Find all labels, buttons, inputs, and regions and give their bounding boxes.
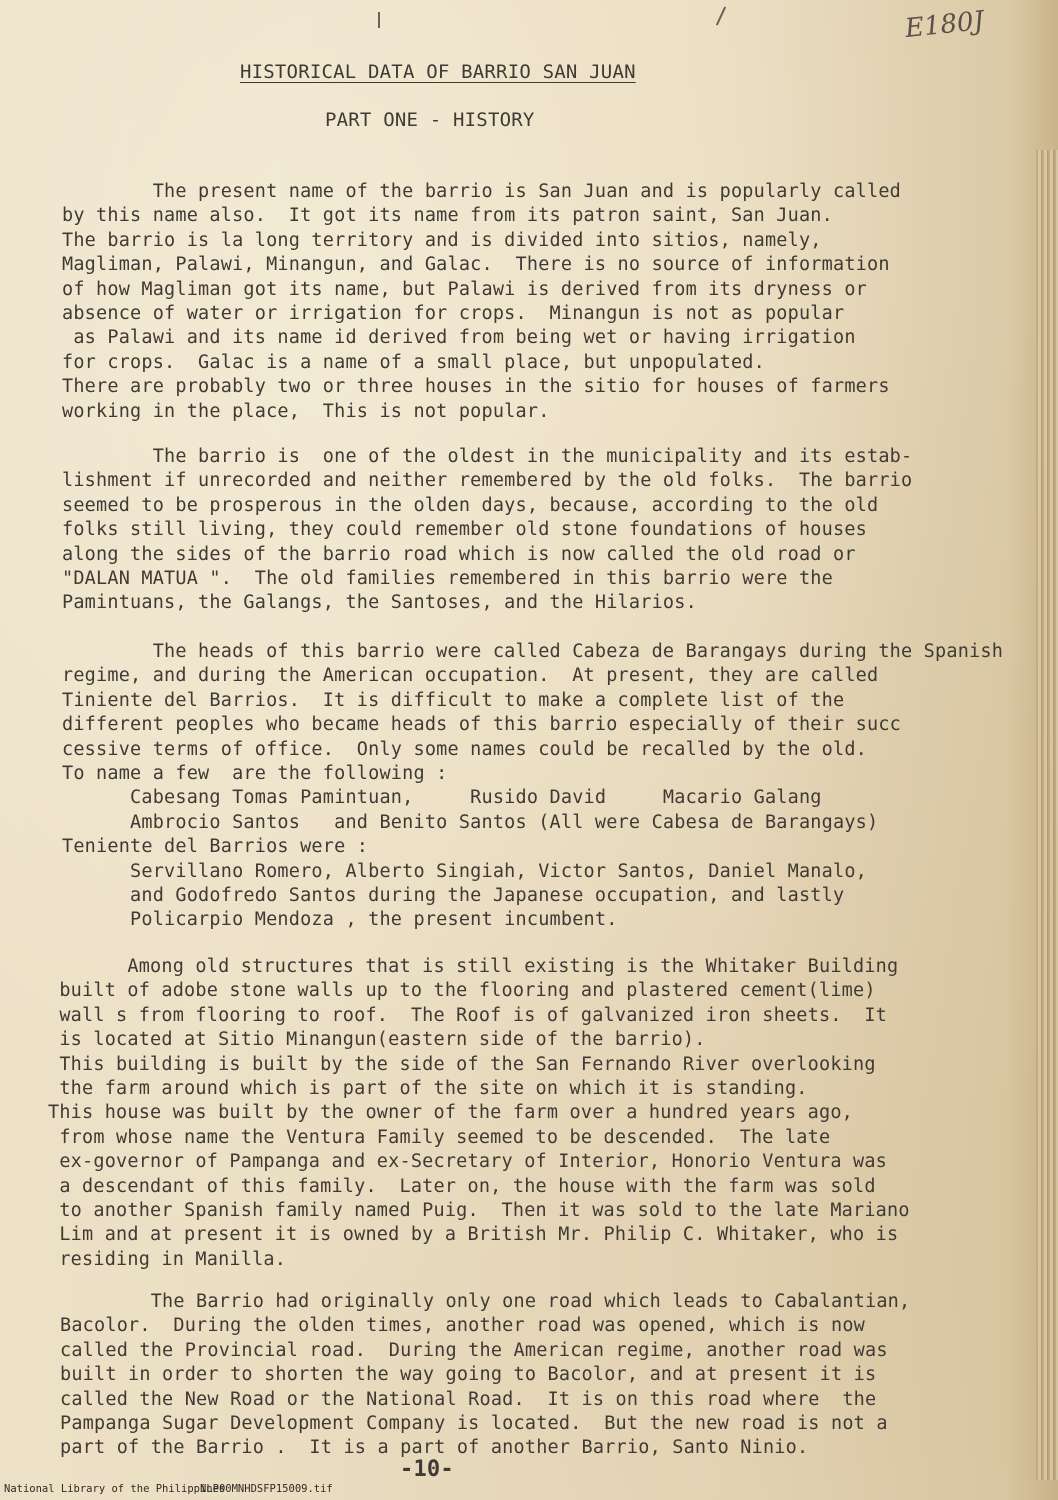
section-heading: PART ONE - HISTORY — [325, 109, 535, 131]
paragraph-barrio-origin: The barrio is one of the oldest in the municipality and its estab- lishment if unrecorded and neither remembered by the old folks. The barrio seemed to be prosperous in the olden days, because, according to the old folks still living, they could remember old stone foundations of houses along the sides of the barrio road which is now called the old road or "DALAN MATUA ". The old families remembered in this barrio were the Pamintuans, the Galangs, the Santoses, and the Hilarios. — [62, 446, 913, 614]
paragraph-roads: The Barrio had originally only one road which leads to Cabalantian, Bacolor. During the olden times, another road was opened, which is now called the Provincial road. During the American regime, another road was built in order to shorten the way going to Bacolor, and at present it is called the New Road or the National Road. It is on this road where the Pampanga Sugar Development Company is located. But the new road is not a part of the Barrio . It is a part of another Barrio, Santo Ninio. — [60, 1291, 911, 1459]
pencil-mark — [378, 12, 380, 28]
paragraph-barrio-heads: The heads of this barrio were called Cabeza de Barangays during the Spanish regime, and during the American occupation. At present, they are called Tiniente del Barrios. It is difficult to make a complete list of the different peoples who became heads of this barrio especially of their succ cessive terms of office. Only some names could be recalled by the old. To name a few are the following : Cabesang Tomas Pamintuan, Rusido David Macario Galang Ambrocio Santos and Benito Santos (All were Cabesa de Barangays) Teniente del Barrios were : Servillano Romero, Alberto Singiah, Victor Santos, Daniel Manalo, and Godofredo Santos during the Japanese occupation, and lastly Policarpio Mendoza , the present incumbent. — [62, 641, 1004, 931]
paragraph-old-structures: Among old structures that is still existing is the Whitaker Building built of adobe stone walls up to the flooring and plastered cement(lime) wall s from flooring to roof. The Roof is of galvanized iron sheets. It is located at Sitio Minangun(eastern side of the barrio). This building is built by the side of the San Fernando River overlooking the farm around which is part of the site on which it is standing. This house was built by the owner of the farm over a hundred years ago, from whose name the Ventura Family seemed to be descended. The late ex-governor of Pampanga and ex-Secretary of Interior, Honorio Ventura was a descendant of this family. Later on, the house with the farm was sold to another Spanish family named Puig. Then it was sold to the late Mariano Lim and at present it is owned by a British Mr. Philip C. Whitaker, who is residing in Manilla. — [48, 956, 910, 1270]
pencil-mark — [716, 7, 726, 26]
paragraph-barrio-name: The present name of the barrio is San Juan and is popularly called by this name also. It got its name from its patron saint, San Juan. The barrio is la long territory and is divided into sitios, namely, Magliman, Palawi, Minangun, and Galac. There is no source of information of how Magliman got its name, but Palawi is derived from its dryness or absence of water or irrigation for crops. Minangun is not as popular as Palawi and its name id derived from being wet or having irrigation for crops. Galac is a name of a small place, but unpopulated. There are probably two or three houses in the sitio for houses of farmers working in the place, This is not popular. — [62, 181, 902, 422]
document-title: HISTORICAL DATA OF BARRIO SAN JUAN — [240, 61, 636, 83]
library-footer: National Library of the Philippines — [4, 1483, 226, 1495]
page-number: -10- — [400, 1457, 454, 1482]
file-footer: NLP00MNHDSFP15009.tif — [200, 1483, 333, 1495]
archive-reference: E180J — [903, 5, 986, 45]
page-edge — [1036, 150, 1058, 1480]
